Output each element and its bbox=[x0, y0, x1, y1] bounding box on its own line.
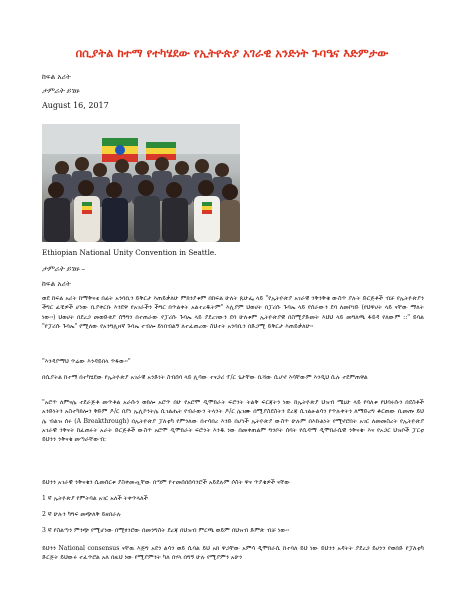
paragraph-questions-intro: ይህንን አገራዊ ንቅናቄን ሲመሰርቱ ያስቀመጧቸው በጣም የተመሰበሰባንሮች አይደሉም ሶስት ዋና ጥያቄዎች ናቸው bbox=[42, 479, 291, 486]
article-title: በሲያትል ከተማ የተካሄደው የኢትዮጵያ አገራዊ አንድነት ጉባዔና እድምታው bbox=[75, 46, 389, 60]
group-photo-illustration bbox=[42, 124, 240, 242]
author-repeat: ከፍል አሪት bbox=[42, 279, 71, 288]
list-item-2: 2 ኛ ሁሉን ካግፍ መጭለቅ ይዘበራሉ bbox=[42, 511, 121, 518]
list-item-3: 3 ኛ የስልጣን ምንጭ የሚሆነው በሚፃንሮው በመንግስት ደረጃ በህዝብ ምርጫ ወይም በህዝብ ድምጽ ብቻ ነው፡፡ bbox=[42, 527, 290, 534]
list-item-1: 1 ኛ ኢትዮጵያ የምትባል አገር አለች ትቀጥላለች bbox=[42, 495, 148, 502]
article-photo bbox=[42, 124, 240, 242]
paragraph-consensus: ይህንን National consensus ናቸዉ እጅግ አደን ልሳን ወይ ሲባል ይህ አክ ዋጋቸው አምሳ ዲሞክራሲ ከተባለ ይህ ነው ይህንን አዳትት ያደረጋ ይሀንን የወበድ የፓለቲካ ድርጅት ይህውሩ ተፈጥሮል አለ በዚህ ነው የሚያምንት ካለ በሃላ በግኝ ሁሉ የሚያምን አሁን bbox=[42, 545, 424, 562]
paragraph-quote: "እንዳያማህ ጥሬው እንዳይበላ ጥፋው፡፡" bbox=[42, 358, 131, 365]
paragraph-speech: "አሮጥ ለምናሌ ተደራጅቶ መጥቶል አራሱን ወክሎ አሮጥ በሁ የአሮሞ ዲሞክራት ፍሮንት ትልቅ ፍርጃትን ነው ከኢትዮጵያ ህዝብ ሜኒሁ ላይ የባለቱ የህባሩሱን በደስቶች አንድነትን አስተካክሎን ቅድም ዶ/ር በያነ ኢሊኮንትሌ ሲገልሔት የብራውን ትላንት ዶ/ር ሌገሙ በሚያስደስትን ደረጃ ሲገልፁልሳን የጥሉቀትን ለማድረግ ቆርጠው ቢመጡ ይህ ሌ ብልዝ ሰሩ (A Breakthrough) በኢትዮጵያ ፓለቲካ የምንለው በተሳበረ እንድ በሆነች ኢትዮጵያ ውስጥ ሁሉም በእኩልነት የሚኖሮበት አገር ለመመስረት የኢትዮጵያ አገራዊ ንቅናት ከፈጠሩት አራት ድርጅቶች ውስጥ አሮሞ ዲሞክራት ፍሮንት እንዱ ነው በመቀጠልም ግንቦት ሰባት የሲዳማ ዲሞክራሲዊ ንቅናቄ፡ እና የኦጋር ህዝቦች ፓርቲ ይህንን ንቅናቄ መጣራቸውብ: bbox=[42, 399, 424, 444]
byline-repeat: ታምራት ይገዙ – bbox=[42, 264, 86, 273]
paragraph-intro: ወደ ከፍል አሪት ከማቅናቴ በፊት አንባቢን ይቅርታ እጠይቃለሁ ምክንያቱም በከፍል ሁለት ጹሁፌ ላይ "የኢትዮጵያ አገራዊ ንቅንቅቄ ውስጥ ያሉት ድርጅቶች ብቻ የኢትዮጵያን ችግር ፈቺዎች ሆነው ቢያቀርቡ እንደዋ የአገራችን ችግር በጥልቀት አልተረዱትም" እሊያም ህወሀት በፓሪሱ ጉባኤ ላይ የሰራውን ደባ ለመኮነድ (የህዋሀት ላይ ናቸው ማለት ነው፡፡) ህወሀት በደረጋ መወድቂያ ሰዓግን በተጠራው የፓሪሱ ጉባኤ ላይ ያደረገውን ደባ ሁለቱም ኢትዮጵያዊ በስሚያድመት እህህ ላይ መግለጫ ፋይዳ የለውም ::" ይባል "የፓሪሱ ጉባኤ" የሚለው የአንግሊዘኛ ጉባኤ ተብሎ ይነበብልኝ ለተፈጠረው ስህተት አንባቢን በድጋሚ ይቅርታ እጠይቃለሁ፡፡ bbox=[42, 295, 424, 330]
photo-caption: Ethiopian National Unity Convention in Seattle. bbox=[42, 248, 217, 257]
author-line: ከፍል አሪት bbox=[42, 72, 71, 81]
byline: ታምራት ይገዙ bbox=[42, 86, 80, 95]
publish-date: August 16, 2017 bbox=[42, 101, 109, 110]
paragraph-speaker: በሲያትል ከተማ በተካሄደው የኢትዮጵያ አገራዊ አንድነት ስብሰባ ላይ ሊሳው ተናጋሪ ፕ/ር ጌታቸው ቢሻው ሲሆኖ እሳቸውም እንዲህ ሲሉ ተደምጠዋል bbox=[42, 374, 368, 381]
